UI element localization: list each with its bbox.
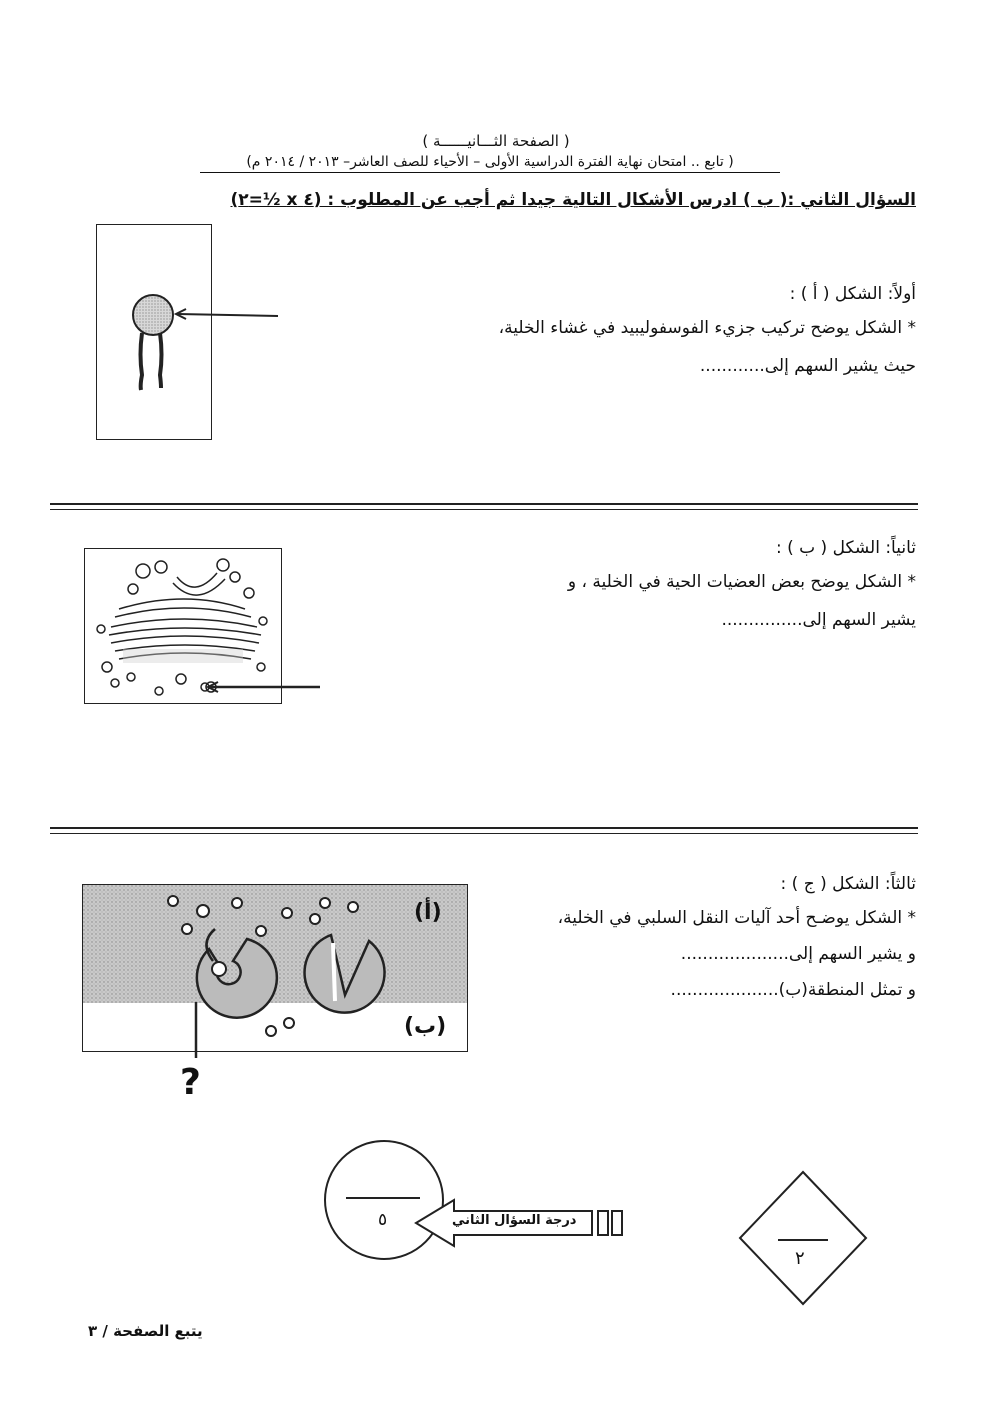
arrow-b [202,677,322,697]
region-a-label: (أ) [414,900,442,925]
fatty-acid-tail [141,333,143,390]
arrow-c [188,1000,204,1060]
part-a-line1: * الشكل يوضح تركيب جزيء الفوسفوليبيد في غشاء الخلية، [498,318,916,338]
section-divider [50,827,918,834]
figure-a-phospholipid [96,224,212,440]
page-number-diamond [738,1170,868,1306]
part-c-line3: و تمثل المنطقة(ب).................... [670,980,916,1000]
part-c-heading: ثالثاً: الشكل ( ج ) : [780,874,916,894]
arrow-a [170,305,280,325]
part-a-heading: أولاً: الشكل ( أ ) : [789,284,916,304]
fatty-acid-tail [160,333,162,388]
question-mark: ? [180,1062,201,1103]
question-title: السؤال الثاني :( ب ) ادرس الأشكال التالية جيدا ثم أجب عن المطلوب : (٤ x ½=٢) [230,190,916,210]
part-b-line1: * الشكل يوضح بعض العضيات الحية في الخلية ، و [567,572,916,592]
region-b-label: (ب) [404,1014,447,1039]
page-number: ٢ [795,1248,805,1269]
phospholipid-head [133,295,173,335]
part-a-line2: حيث يشير السهم إلى............ [699,356,916,376]
score-denominator: ٥ [378,1210,388,1230]
exam-subtitle: ( تابع .. امتحان نهاية الفترة الدراسية الأولى – الأحياء للصف العاشر– ٢٠١٣ / ٢٠١٤ م) [200,154,780,173]
section-divider [50,503,918,510]
part-b-line2: يشير السهم إلى............... [721,610,916,630]
page-label: ( الصفحة الثـــانيــــــة ) [422,132,570,150]
footer-next-page: يتبع الصفحة / ٣ [88,1322,203,1340]
part-b-heading: ثانياً: الشكل ( ب ) : [775,538,916,558]
phospholipid-diagram [97,225,211,439]
score-label: درجة السؤال الثاني [452,1213,577,1228]
part-c-line2: و يشير السهم إلى.................... [680,944,916,964]
part-c-line1: * الشكل يوضـح أحد آليات النقل السلبي في الخلية، [557,908,916,928]
